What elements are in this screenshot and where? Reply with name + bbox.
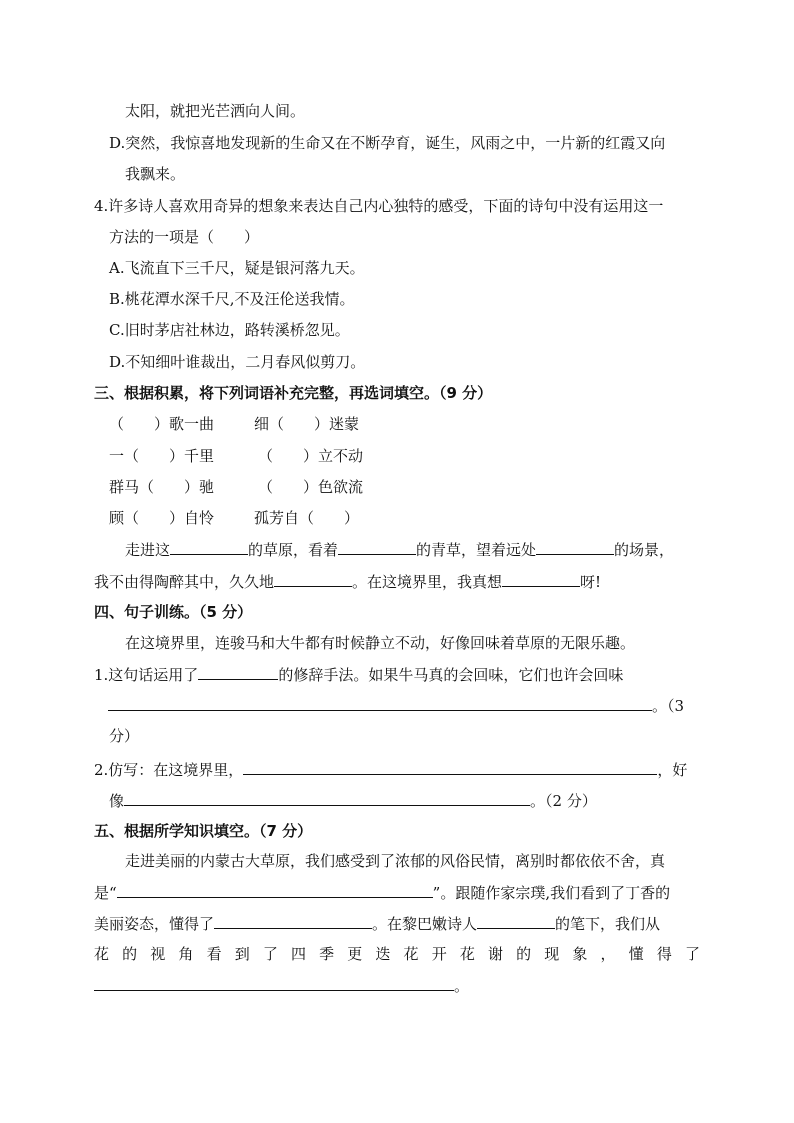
word-blank-3: 一（ ）千里 bbox=[109, 447, 215, 465]
q4-option-d: D.不知细叶谁裁出，二月春风似剪刀。 bbox=[109, 353, 366, 371]
answer-blank[interactable] bbox=[214, 913, 372, 929]
justified-char: 花 bbox=[459, 945, 475, 963]
justified-char: 的 bbox=[122, 945, 138, 963]
answer-blank[interactable] bbox=[124, 790, 530, 806]
justified-char: 的 bbox=[516, 945, 532, 963]
fill-text: 。 bbox=[454, 977, 470, 995]
fill-text: ”。跟随作家宗璞,我们看到了丁香的 bbox=[432, 884, 671, 902]
fill-text: 的草原，看着 bbox=[248, 541, 339, 559]
fill-text: 走进这 bbox=[125, 541, 171, 559]
justified-char: 开 bbox=[431, 945, 447, 963]
q-text: 1.这句话运用了 bbox=[94, 666, 199, 684]
answer-blank[interactable] bbox=[243, 759, 657, 775]
option-d-line2: 我飘来。 bbox=[125, 165, 186, 183]
section3-title: 三、根据积累，将下列词语补充完整，再选词填空。（9 分） bbox=[94, 384, 493, 402]
q-text: 的修辞手法。如果牛马真的会回味，它们也许会回味 bbox=[278, 666, 624, 684]
justified-char: 懂 bbox=[628, 945, 644, 963]
option-c-continuation: 太阳，就把光芒洒向人间。 bbox=[125, 102, 306, 120]
word-blank-4: （ ）立不动 bbox=[258, 447, 364, 465]
q4-2-line1 bbox=[94, 759, 687, 780]
section5-title: 五、根据所学知识填空。（7 分） bbox=[94, 822, 313, 840]
fill-paragraph-line2 bbox=[94, 571, 601, 592]
section5-line1: 走进美丽的内蒙古大草原，我们感受到了浓郁的风俗民情，离别时都依依不舍，真 bbox=[125, 852, 666, 870]
justified-char: 现 bbox=[544, 945, 560, 963]
q4-option-b: B.桃花潭水深千尺,不及汪伦送我情。 bbox=[109, 290, 355, 308]
answer-blank[interactable] bbox=[117, 882, 433, 898]
section4-sentence: 在这境界里，连骏马和大牛都有时候静立不动，好像回味着草原的无限乐趣。 bbox=[125, 634, 636, 652]
word-blank-6: （ ）色欲流 bbox=[258, 478, 364, 496]
q-text: 。（2 分） bbox=[530, 792, 597, 810]
justified-char: 看 bbox=[206, 945, 222, 963]
justified-char: 谢 bbox=[487, 945, 503, 963]
answer-blank[interactable] bbox=[274, 571, 352, 587]
q4-stem-line1: 4.许多诗人喜欢用奇异的想象来表达自己内心独特的感受，下面的诗句中没有运用这一 bbox=[94, 197, 664, 215]
q-text: ，好 bbox=[657, 761, 688, 779]
justified-char: 了 bbox=[262, 945, 278, 963]
section5-line2 bbox=[94, 882, 670, 903]
fill-text: 呀! bbox=[580, 573, 602, 591]
q4-1-line1 bbox=[94, 664, 623, 685]
q4-option-a: A.飞流直下三千尺，疑是银河落九天。 bbox=[109, 259, 365, 277]
justified-char: 更 bbox=[347, 945, 363, 963]
fill-text: 的场景， bbox=[614, 541, 675, 559]
section5-line4 bbox=[94, 944, 700, 964]
justified-char: 迭 bbox=[375, 945, 391, 963]
fill-text: 。在这境界里，我真想 bbox=[352, 573, 503, 591]
justified-char: 得 bbox=[656, 945, 672, 963]
section4-title: 四、句子训练。（5 分） bbox=[94, 603, 253, 621]
answer-blank[interactable] bbox=[108, 695, 652, 711]
option-d-line1: D.突然，我惊喜地发现新的生命又在不断孕育，诞生，风雨之中，一片新的红霞又向 bbox=[109, 134, 666, 152]
answer-blank[interactable] bbox=[477, 913, 555, 929]
q4-1-points: 分） bbox=[109, 727, 140, 745]
fill-paragraph-line1 bbox=[125, 539, 674, 560]
q-text: 像 bbox=[109, 792, 125, 810]
justified-char: ， bbox=[600, 945, 616, 963]
justified-char: 花 bbox=[94, 945, 110, 963]
q-text: 。（3 bbox=[652, 697, 685, 715]
answer-blank[interactable] bbox=[94, 975, 454, 991]
answer-blank[interactable] bbox=[198, 664, 278, 680]
fill-text: 的笔下，我们从 bbox=[555, 915, 661, 933]
answer-blank[interactable] bbox=[502, 571, 580, 587]
answer-blank[interactable] bbox=[536, 539, 614, 555]
q4-2-line2 bbox=[109, 790, 597, 811]
fill-text: 美丽姿态，懂得了 bbox=[94, 915, 215, 933]
justified-char: 了 bbox=[684, 945, 700, 963]
justified-char: 视 bbox=[150, 945, 166, 963]
answer-blank[interactable] bbox=[338, 539, 416, 555]
justified-char: 到 bbox=[234, 945, 250, 963]
justified-char: 花 bbox=[403, 945, 419, 963]
word-blank-5: 群马（ ）驰 bbox=[109, 478, 215, 496]
word-blank-1: （ ）歌一曲 bbox=[109, 415, 215, 433]
justified-char: 角 bbox=[178, 945, 194, 963]
justified-char: 四 bbox=[290, 945, 306, 963]
section5-line5 bbox=[94, 975, 469, 996]
q-text: 2.仿写：在这境界里， bbox=[94, 761, 244, 779]
q4-stem-line2: 方法的一项是（ ） bbox=[109, 228, 260, 246]
fill-text: 的青草，望着远处 bbox=[416, 541, 537, 559]
q4-option-c: C.旧时茅店社林边，路转溪桥忽见。 bbox=[109, 321, 350, 339]
justified-char: 季 bbox=[319, 945, 335, 963]
answer-blank[interactable] bbox=[170, 539, 248, 555]
word-blank-8: 孤芳自（ ） bbox=[254, 509, 360, 527]
word-blank-2: 细（ ）迷蒙 bbox=[254, 415, 360, 433]
section5-line3 bbox=[94, 913, 660, 934]
fill-text: 是“ bbox=[94, 884, 117, 902]
fill-text: 。在黎巴嫩诗人 bbox=[372, 915, 478, 933]
q4-1-line2 bbox=[108, 695, 684, 716]
fill-text: 我不由得陶醉其中，久久地 bbox=[94, 573, 275, 591]
justified-char: 象 bbox=[572, 945, 588, 963]
word-blank-7: 顾（ ）自怜 bbox=[109, 509, 215, 527]
